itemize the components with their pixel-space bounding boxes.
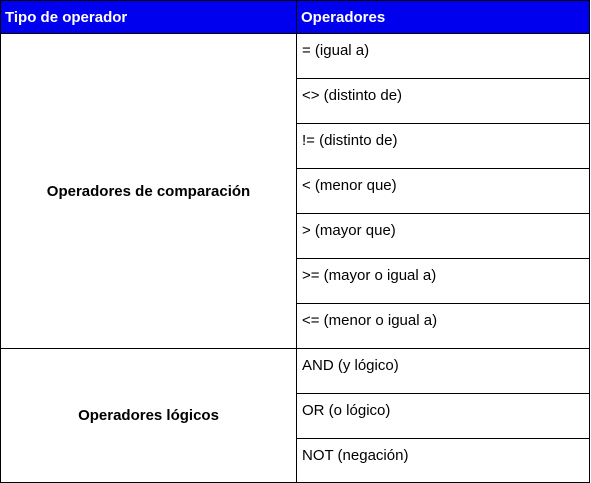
operator-cell: AND (y lógico) bbox=[297, 349, 590, 394]
table-row bbox=[1, 349, 590, 394]
operator-cell: < (menor que) bbox=[297, 169, 590, 214]
operator-cell: <= (menor o igual a) bbox=[297, 304, 590, 349]
group-type-logical: Operadores lógicos bbox=[1, 349, 297, 483]
operator-cell: != (distinto de) bbox=[297, 124, 590, 169]
header-row bbox=[1, 1, 590, 34]
operator-cell: NOT (negación) bbox=[297, 439, 590, 483]
group-type-comparison: Operadores de comparación bbox=[1, 34, 297, 349]
table-row bbox=[1, 34, 590, 79]
operator-cell: <> (distinto de) bbox=[297, 79, 590, 124]
header-operators: Operadores bbox=[297, 1, 590, 34]
header-operator-type: Tipo de operador bbox=[1, 1, 297, 34]
operator-cell: OR (o lógico) bbox=[297, 394, 590, 439]
operator-cell: >= (mayor o igual a) bbox=[297, 259, 590, 304]
operator-cell: = (igual a) bbox=[297, 34, 590, 79]
operator-cell: > (mayor que) bbox=[297, 214, 590, 259]
